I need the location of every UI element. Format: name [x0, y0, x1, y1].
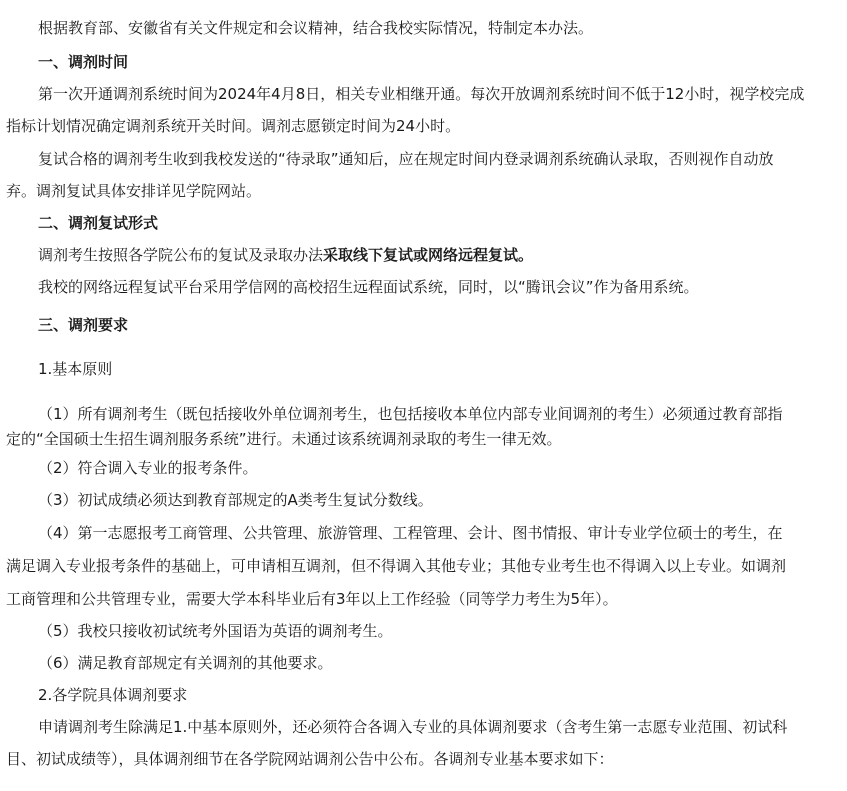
subheading-basic-principles: 1.基本原则: [38, 360, 113, 378]
list-item: （4）第一志愿报考工商管理、公共管理、旅游管理、工程管理、会计、图书情报、审计专业学位硕士的考生，在: [38, 524, 783, 542]
paragraph-line: 第一次开通调剂系统时间为2024年4月8日，相关专业相继开通。每次开放调剂系统时间不低于12小时，视学校完成: [38, 85, 805, 103]
list-item: （2）符合调入专业的报考条件。: [38, 459, 258, 477]
list-item: 定的“全国硕士生招生调剂服务系统”进行。未通过该系统调剂录取的考生一律无效。: [6, 430, 562, 448]
paragraph-line: 复试合格的调剂考生收到我校发送的“待录取”通知后，应在规定时间内登录调剂系统确认录取，否则视作自动放: [38, 150, 774, 168]
list-item: （5）我校只接收初试统考外国语为英语的调剂考生。: [38, 622, 393, 640]
list-item: （1）所有调剂考生（既包括接收外单位调剂考生，也包括接收本单位内部专业间调剂的考生）必须通过教育部指: [38, 405, 783, 423]
intro-paragraph: 根据教育部、安徽省有关文件规定和会议精神，结合我校实际情况，特制定本办法。: [38, 19, 594, 37]
list-item: （3）初试成绩必须达到教育部规定的A类考生复试分数线。: [38, 491, 433, 509]
paragraph-emphasis: 采取线下复试或网络远程复试。: [323, 246, 534, 264]
section-heading-time: 一、调剂时间: [38, 53, 129, 71]
list-item: 工商管理和公共管理专业，需要大学本科毕业后有3年以上工作经验（同等学力考生为5年）。: [6, 590, 618, 608]
list-item: （6）满足教育部规定有关调剂的其他要求。: [38, 654, 333, 672]
section-heading-format: 二、调剂复试形式: [38, 214, 159, 232]
paragraph-line: 我校的网络远程复试平台采用学信网的高校招生远程面试系统，同时，以“腾讯会议”作为备用系统。: [38, 278, 699, 296]
paragraph-line: 弃。调剂复试具体安排详见学院网站。: [6, 182, 262, 200]
paragraph-line: 申请调剂考生除满足1.中基本原则外，还必须符合各调入专业的具体调剂要求（含考生第一志愿专业范围、初试科: [38, 718, 788, 736]
paragraph-text: 调剂考生按照各学院公布的复试及录取办法: [38, 246, 324, 264]
paragraph-line: 目、初试成绩等），具体调剂细节在各学院网站调剂公告中公布。各调剂专业基本要求如下：: [6, 750, 614, 768]
section-heading-requirements: 三、调剂要求: [38, 316, 129, 334]
list-item: 满足调入专业报考条件的基础上，可申请相互调剂，但不得调入其他专业；其他专业考生也不得调入以上专业。如调剂: [6, 557, 787, 575]
subheading-college-requirements: 2.各学院具体调剂要求: [38, 686, 188, 704]
paragraph-line: 指标计划情况确定调剂系统开关时间。调剂志愿锁定时间为24小时。: [6, 117, 461, 135]
paragraph-line: [38, 245, 533, 265]
